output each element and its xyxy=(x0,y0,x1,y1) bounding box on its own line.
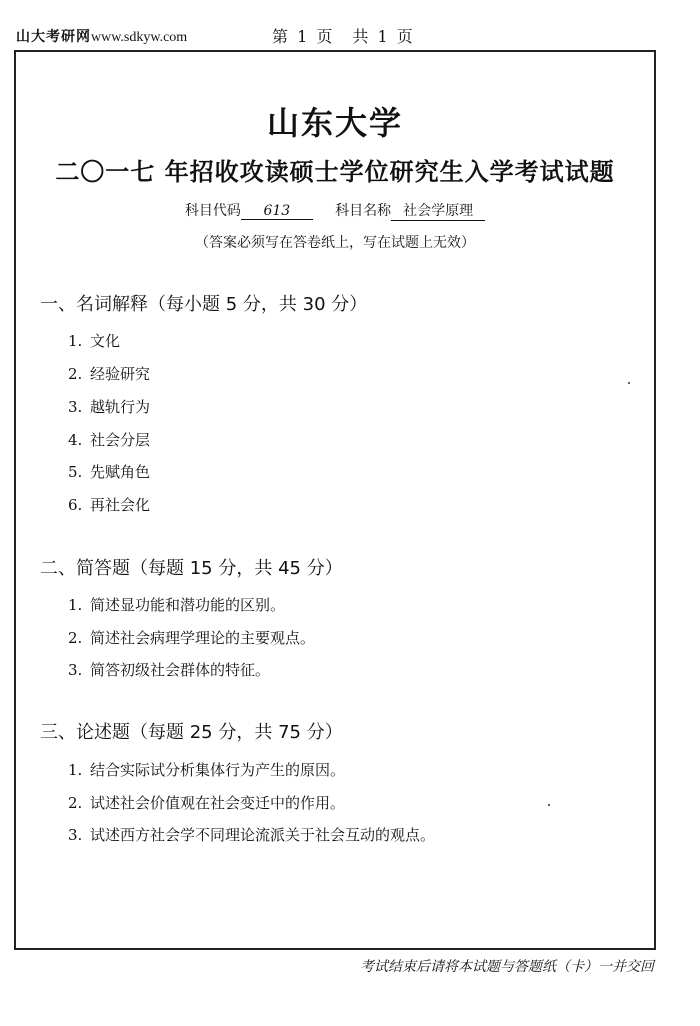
question-number: 3. xyxy=(68,398,83,416)
question-item xyxy=(68,594,285,615)
question-item xyxy=(68,330,120,351)
question-item xyxy=(68,824,435,845)
subject-code-label: 科目代码 xyxy=(184,203,241,219)
question-text: 文化 xyxy=(90,332,121,350)
question-number: 2. xyxy=(68,365,83,383)
site-url: www.sdkyw.com xyxy=(91,30,188,45)
exam-title: 二〇一七 年招收攻读硕士学位研究生入学考试试题 xyxy=(55,157,615,186)
question-item xyxy=(68,792,345,813)
question-item xyxy=(68,659,270,680)
question-item xyxy=(68,627,315,648)
scan-speck xyxy=(628,382,630,384)
question-text: 结合实际试分析集体行为产生的原因。 xyxy=(90,761,346,779)
subject-name: 社会学原理 xyxy=(391,200,485,221)
page-indicator: 第 1 页 共 1 页 xyxy=(272,27,415,46)
question-text: 简答初级社会群体的特征。 xyxy=(90,661,271,679)
question-number: 3. xyxy=(68,826,83,844)
question-text: 社会分层 xyxy=(90,431,151,449)
site-header xyxy=(16,26,187,46)
question-text: 越轨行为 xyxy=(90,398,151,416)
question-number: 2. xyxy=(68,629,83,647)
question-text: 经验研究 xyxy=(90,365,151,383)
question-item xyxy=(68,759,345,780)
question-number: 1. xyxy=(68,332,83,350)
site-brand: 山大考研网 xyxy=(16,30,91,45)
footer-note: 考试结束后请将本试题与答题纸（卡）一并交回 xyxy=(360,959,654,975)
question-number: 1. xyxy=(68,596,83,614)
question-text: 再社会化 xyxy=(90,496,151,514)
question-item xyxy=(68,363,150,384)
question-text: 试述西方社会学不同理论流派关于社会互动的观点。 xyxy=(90,826,436,844)
question-number: 4. xyxy=(68,431,83,449)
question-number: 5. xyxy=(68,463,83,481)
question-text: 试述社会价值观在社会变迁中的作用。 xyxy=(90,794,346,812)
section-title: 三、论述题（每题 25 分，共 75 分） xyxy=(40,722,343,743)
question-number: 6. xyxy=(68,496,83,514)
university-name: 山东大学 xyxy=(266,104,403,142)
question-item xyxy=(68,461,150,482)
question-number: 1. xyxy=(68,761,83,779)
question-item xyxy=(68,494,150,515)
section-title: 一、名词解释（每小题 5 分，共 30 分） xyxy=(40,294,368,315)
question-text: 先赋角色 xyxy=(90,463,151,481)
exam-sheet xyxy=(14,50,656,950)
question-item xyxy=(68,396,150,417)
question-item xyxy=(68,429,150,450)
section-title: 二、简答题（每题 15 分，共 45 分） xyxy=(40,558,343,579)
question-number: 2. xyxy=(68,794,83,812)
question-text: 简述社会病理学理论的主要观点。 xyxy=(90,629,316,647)
scan-speck xyxy=(548,804,550,806)
subject-name-label: 科目名称 xyxy=(335,203,392,219)
answer-note: （答案必须写在答卷纸上，写在试题上无效） xyxy=(195,235,475,251)
question-number: 3. xyxy=(68,661,83,679)
question-text: 简述显功能和潜功能的区别。 xyxy=(90,596,286,614)
subject-code: 613 xyxy=(241,203,313,220)
subject-line xyxy=(16,200,654,221)
